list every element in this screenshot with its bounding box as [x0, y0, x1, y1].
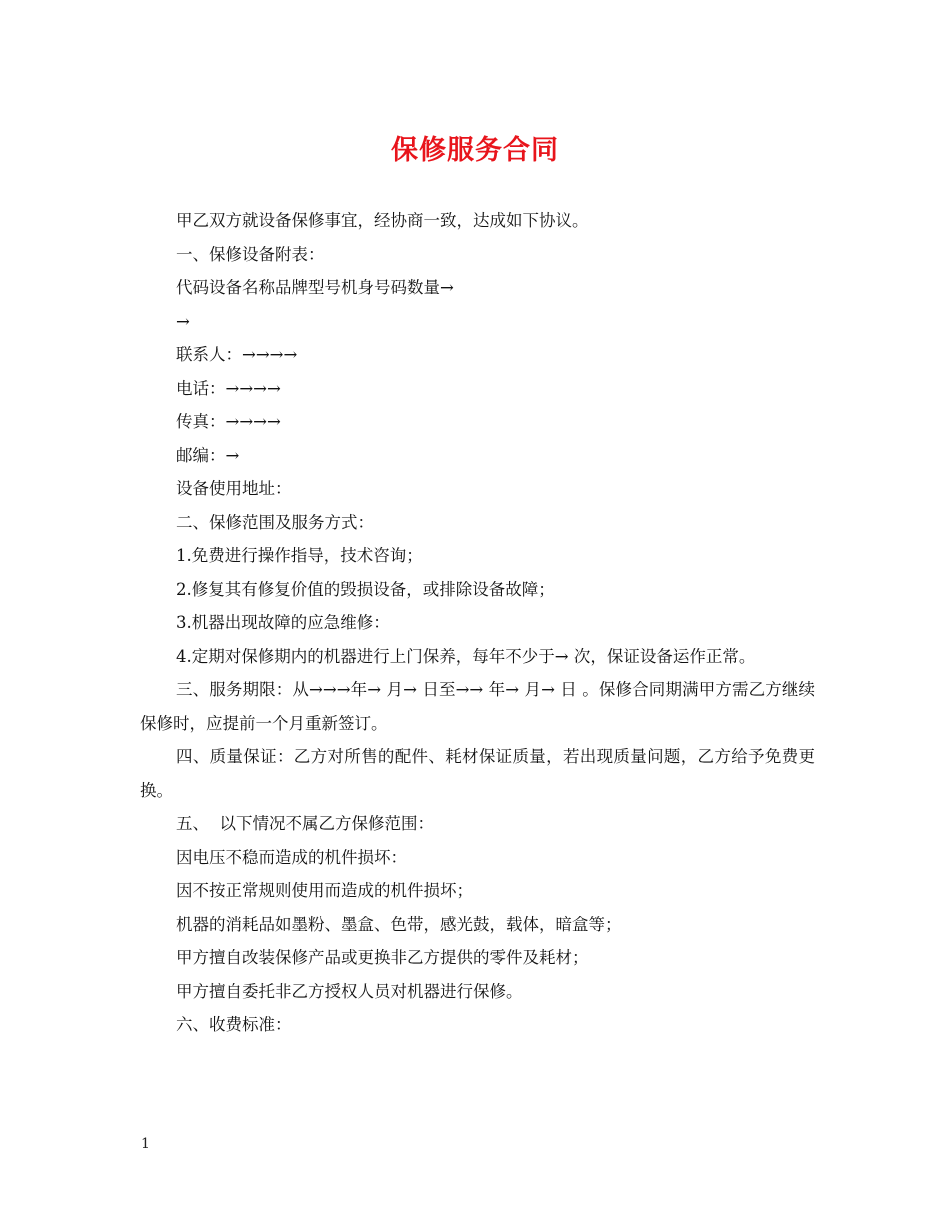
phone-line: 电话：→→→→	[176, 378, 281, 398]
paragraph-intro: 甲乙双方就设备保修事宜，经协商一致，达成如下协议。	[176, 211, 589, 230]
fax-line: 传真：→→→→	[176, 412, 281, 431]
section-2-heading: 二、保修范围及服务方式：	[176, 512, 374, 532]
equipment-address-line: 设备使用地址：	[176, 479, 292, 498]
postcode-line: 邮编：→	[176, 445, 240, 465]
page-number: 1	[141, 1136, 150, 1152]
section-4-quality-guarantee: 四、质量保证：乙方对所售的配件、耗材保证质量，若出现质量问题，乙方给予免费更换。	[140, 747, 815, 800]
exclusion-item-3: 机器的消耗品如墨粉、墨盒、色带，感光鼓，载体，暗盒等；	[176, 914, 622, 934]
section-5-heading: 五、 以下情况不属乙方保修范围：	[176, 814, 434, 833]
service-item-1: 1.免费进行操作指导，技术咨询；	[176, 546, 423, 565]
document-title: 保修服务合同	[391, 135, 559, 166]
exclusion-item-4: 甲方擅自改装保修产品或更换非乙方提供的零件及耗材；	[176, 948, 589, 967]
section-6-heading: 六、收费标准：	[176, 1015, 292, 1034]
exclusion-item-2: 因不按正常规则使用而造成的机件损坏；	[176, 881, 473, 900]
equipment-table-row: →	[176, 311, 190, 331]
section-1-heading: 一、保修设备附表：	[176, 244, 325, 264]
contact-person-line: 联系人：→→→→	[176, 345, 298, 364]
service-item-4: 4.定期对保修期内的机器进行上门保养，每年不少于→ 次，保证设备运作正常。	[176, 646, 756, 666]
service-item-3: 3.机器出现故障的应急维修：	[176, 613, 390, 632]
exclusion-item-1: 因电压不稳而造成的机件损坏：	[176, 847, 407, 867]
equipment-table-header: 代码设备名称品牌型号机身号码数量→	[176, 278, 454, 297]
document-body	[140, 204, 815, 1042]
service-item-2: 2.修复其有修复价值的毁损设备，或排除设备故障；	[176, 579, 555, 599]
exclusion-item-5: 甲方擅自委托非乙方授权人员对机器进行保修。	[176, 981, 523, 1001]
section-3-service-period: 三、服务期限：从→→→年→ 月→ 日至→→ 年→ 月→ 日 。保修合同期满甲方需乙方继续保修时，应提前一个月重新签订。	[140, 680, 815, 733]
